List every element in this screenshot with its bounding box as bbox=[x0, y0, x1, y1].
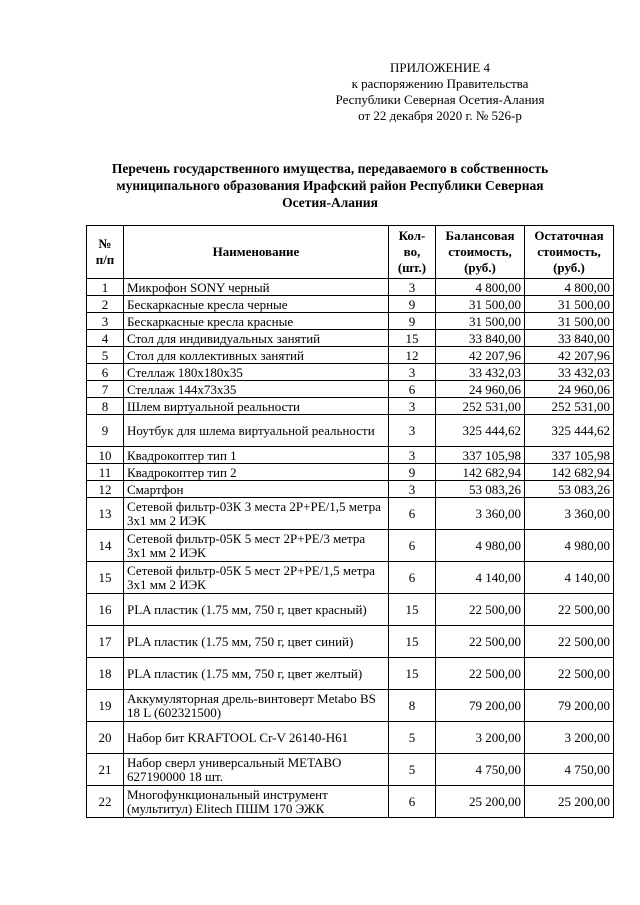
cell-name: Смартфон bbox=[124, 481, 389, 498]
cell-name: Квадрокоптер тип 1 bbox=[124, 447, 389, 464]
cell-balance: 31 500,00 bbox=[436, 296, 525, 313]
table-row bbox=[87, 481, 614, 498]
cell-qty: 3 bbox=[389, 279, 436, 296]
appendix-date: от 22 декабря 2020 г. № 526-р bbox=[358, 108, 522, 123]
table-header-row bbox=[87, 226, 614, 279]
cell-balance: 31 500,00 bbox=[436, 313, 525, 330]
cell-num: 16 bbox=[87, 594, 124, 626]
cell-qty: 12 bbox=[389, 347, 436, 364]
cell-num: 5 bbox=[87, 347, 124, 364]
cell-name: Ноутбук для шлема виртуальной реальности bbox=[124, 415, 389, 447]
cell-num: 4 bbox=[87, 330, 124, 347]
cell-balance: 3 200,00 bbox=[436, 722, 525, 754]
cell-qty: 9 bbox=[389, 313, 436, 330]
appendix-heading: ПРИЛОЖЕНИЕ 4 bbox=[390, 60, 490, 75]
table-row bbox=[87, 279, 614, 296]
cell-qty: 15 bbox=[389, 594, 436, 626]
cell-residual: 31 500,00 bbox=[525, 313, 614, 330]
table-row bbox=[87, 690, 614, 722]
cell-num: 20 bbox=[87, 722, 124, 754]
cell-num: 14 bbox=[87, 530, 124, 562]
cell-residual: 42 207,96 bbox=[525, 347, 614, 364]
table-row bbox=[87, 381, 614, 398]
table-row bbox=[87, 347, 614, 364]
cell-qty: 3 bbox=[389, 447, 436, 464]
cell-num: 10 bbox=[87, 447, 124, 464]
header-num-line: п/п bbox=[95, 252, 115, 267]
appendix-block bbox=[320, 60, 560, 124]
cell-qty: 6 bbox=[389, 530, 436, 562]
cell-qty: 6 bbox=[389, 381, 436, 398]
header-residual-line: стоимость, bbox=[537, 244, 601, 259]
cell-residual: 33 432,03 bbox=[525, 364, 614, 381]
cell-name: Микрофон SONY черный bbox=[124, 279, 389, 296]
cell-balance: 3 360,00 bbox=[436, 498, 525, 530]
cell-num: 18 bbox=[87, 658, 124, 690]
cell-residual: 325 444,62 bbox=[525, 415, 614, 447]
title-line-2: муниципального образования Ирафский район Республики Северная bbox=[116, 178, 544, 193]
cell-residual: 4 140,00 bbox=[525, 562, 614, 594]
table-row bbox=[87, 464, 614, 481]
header-name: Наименование bbox=[124, 226, 389, 279]
cell-residual: 24 960,06 bbox=[525, 381, 614, 398]
cell-residual: 25 200,00 bbox=[525, 786, 614, 818]
cell-name: Аккумуляторная дрель-винтоверт Metabo BS 18 L (602321500) bbox=[124, 690, 389, 722]
header-qty bbox=[389, 226, 436, 279]
cell-residual: 22 500,00 bbox=[525, 626, 614, 658]
cell-qty: 5 bbox=[389, 754, 436, 786]
cell-qty: 3 bbox=[389, 415, 436, 447]
cell-residual: 53 083,26 bbox=[525, 481, 614, 498]
cell-name: PLA пластик (1.75 мм, 750 г, цвет желтый) bbox=[124, 658, 389, 690]
header-balance-line: Балансовая bbox=[445, 228, 515, 243]
cell-qty: 15 bbox=[389, 658, 436, 690]
header-balance-line: стоимость, bbox=[448, 244, 512, 259]
cell-name: Набор бит KRAFTOOL Cr-V 26140-H61 bbox=[124, 722, 389, 754]
cell-num: 8 bbox=[87, 398, 124, 415]
cell-num: 12 bbox=[87, 481, 124, 498]
cell-balance: 25 200,00 bbox=[436, 786, 525, 818]
cell-name: PLA пластик (1.75 мм, 750 г, цвет красный) bbox=[124, 594, 389, 626]
cell-qty: 6 bbox=[389, 498, 436, 530]
table-row bbox=[87, 313, 614, 330]
cell-residual: 22 500,00 bbox=[525, 594, 614, 626]
table-row bbox=[87, 626, 614, 658]
cell-residual: 31 500,00 bbox=[525, 296, 614, 313]
cell-balance: 33 840,00 bbox=[436, 330, 525, 347]
cell-balance: 42 207,96 bbox=[436, 347, 525, 364]
cell-name: Бескаркасные кресла черные bbox=[124, 296, 389, 313]
cell-qty: 3 bbox=[389, 398, 436, 415]
cell-balance: 252 531,00 bbox=[436, 398, 525, 415]
cell-balance: 142 682,94 bbox=[436, 464, 525, 481]
cell-qty: 3 bbox=[389, 364, 436, 381]
cell-num: 21 bbox=[87, 754, 124, 786]
cell-name: PLA пластик (1.75 мм, 750 г, цвет синий) bbox=[124, 626, 389, 658]
cell-qty: 9 bbox=[389, 464, 436, 481]
table-row bbox=[87, 296, 614, 313]
table-row bbox=[87, 447, 614, 464]
cell-name: Бескаркасные кресла красные bbox=[124, 313, 389, 330]
cell-name: Многофункциональный инструмент (мультитул) Elitech ПШМ 170 ЭЖК bbox=[124, 786, 389, 818]
cell-num: 7 bbox=[87, 381, 124, 398]
cell-num: 2 bbox=[87, 296, 124, 313]
cell-num: 19 bbox=[87, 690, 124, 722]
cell-name: Набор сверл универсальный METABO 627190000 18 шт. bbox=[124, 754, 389, 786]
cell-name: Сетевой фильтр-05К 5 мест 2Р+РЕ/1,5 метра 3х1 мм 2 ИЭК bbox=[124, 562, 389, 594]
table-row bbox=[87, 594, 614, 626]
header-num bbox=[87, 226, 124, 279]
cell-balance: 22 500,00 bbox=[436, 626, 525, 658]
cell-residual: 4 800,00 bbox=[525, 279, 614, 296]
cell-num: 17 bbox=[87, 626, 124, 658]
cell-balance: 325 444,62 bbox=[436, 415, 525, 447]
cell-name: Квадрокоптер тип 2 bbox=[124, 464, 389, 481]
cell-qty: 3 bbox=[389, 481, 436, 498]
cell-balance: 24 960,06 bbox=[436, 381, 525, 398]
header-residual-line: Остаточная bbox=[534, 228, 604, 243]
cell-num: 9 bbox=[87, 415, 124, 447]
header-qty-line: во, bbox=[403, 244, 421, 259]
header-qty-line: (шт.) bbox=[397, 260, 427, 275]
cell-balance: 4 800,00 bbox=[436, 279, 525, 296]
cell-residual: 4 980,00 bbox=[525, 530, 614, 562]
header-num-line: № bbox=[98, 236, 112, 251]
cell-balance: 22 500,00 bbox=[436, 594, 525, 626]
cell-balance: 337 105,98 bbox=[436, 447, 525, 464]
table-row bbox=[87, 364, 614, 381]
cell-num: 13 bbox=[87, 498, 124, 530]
table-row bbox=[87, 722, 614, 754]
cell-name: Сетевой фильтр-05К 5 мест 2Р+РЕ/3 метра 3х1 мм 2 ИЭК bbox=[124, 530, 389, 562]
appendix-government: Республики Северная Осетия-Алания bbox=[335, 92, 545, 107]
cell-num: 11 bbox=[87, 464, 124, 481]
cell-residual: 4 750,00 bbox=[525, 754, 614, 786]
cell-residual: 33 840,00 bbox=[525, 330, 614, 347]
header-residual-line: (руб.) bbox=[553, 260, 585, 275]
cell-name: Сетевой фильтр-03К 3 места 2Р+РЕ/1,5 метра 3х1 мм 2 ИЭК bbox=[124, 498, 389, 530]
cell-balance: 4 140,00 bbox=[436, 562, 525, 594]
table-row bbox=[87, 398, 614, 415]
property-table bbox=[86, 225, 614, 818]
cell-balance: 33 432,03 bbox=[436, 364, 525, 381]
cell-name: Шлем виртуальной реальности bbox=[124, 398, 389, 415]
cell-residual: 3 360,00 bbox=[525, 498, 614, 530]
cell-residual: 142 682,94 bbox=[525, 464, 614, 481]
table-row bbox=[87, 562, 614, 594]
cell-qty: 15 bbox=[389, 330, 436, 347]
cell-num: 22 bbox=[87, 786, 124, 818]
cell-balance: 4 980,00 bbox=[436, 530, 525, 562]
header-qty-line: Кол- bbox=[398, 228, 426, 243]
cell-name: Стол для коллективных занятий bbox=[124, 347, 389, 364]
table-row bbox=[87, 415, 614, 447]
cell-qty: 5 bbox=[389, 722, 436, 754]
cell-residual: 79 200,00 bbox=[525, 690, 614, 722]
table-row bbox=[87, 330, 614, 347]
table-row bbox=[87, 658, 614, 690]
table-row bbox=[87, 786, 614, 818]
header-balance bbox=[436, 226, 525, 279]
cell-balance: 79 200,00 bbox=[436, 690, 525, 722]
appendix-ref: к распоряжению Правительства bbox=[351, 76, 529, 91]
title-line-3: Осетия-Алания bbox=[282, 195, 378, 210]
cell-qty: 8 bbox=[389, 690, 436, 722]
cell-residual: 3 200,00 bbox=[525, 722, 614, 754]
header-balance-line: (руб.) bbox=[464, 260, 496, 275]
cell-balance: 4 750,00 bbox=[436, 754, 525, 786]
cell-residual: 252 531,00 bbox=[525, 398, 614, 415]
header-residual bbox=[525, 226, 614, 279]
cell-qty: 6 bbox=[389, 562, 436, 594]
cell-qty: 15 bbox=[389, 626, 436, 658]
cell-residual: 337 105,98 bbox=[525, 447, 614, 464]
document-title bbox=[92, 160, 568, 211]
cell-qty: 6 bbox=[389, 786, 436, 818]
cell-name: Стол для индивидуальных занятий bbox=[124, 330, 389, 347]
cell-num: 1 bbox=[87, 279, 124, 296]
cell-balance: 53 083,26 bbox=[436, 481, 525, 498]
cell-name: Стеллаж 180х180х35 bbox=[124, 364, 389, 381]
cell-residual: 22 500,00 bbox=[525, 658, 614, 690]
cell-balance: 22 500,00 bbox=[436, 658, 525, 690]
cell-qty: 9 bbox=[389, 296, 436, 313]
table-row bbox=[87, 498, 614, 530]
cell-num: 15 bbox=[87, 562, 124, 594]
cell-name: Стеллаж 144х73х35 bbox=[124, 381, 389, 398]
cell-num: 6 bbox=[87, 364, 124, 381]
table-row bbox=[87, 754, 614, 786]
table-row bbox=[87, 530, 614, 562]
cell-num: 3 bbox=[87, 313, 124, 330]
title-line-1: Перечень государственного имущества, передаваемого в собственность bbox=[111, 161, 549, 176]
